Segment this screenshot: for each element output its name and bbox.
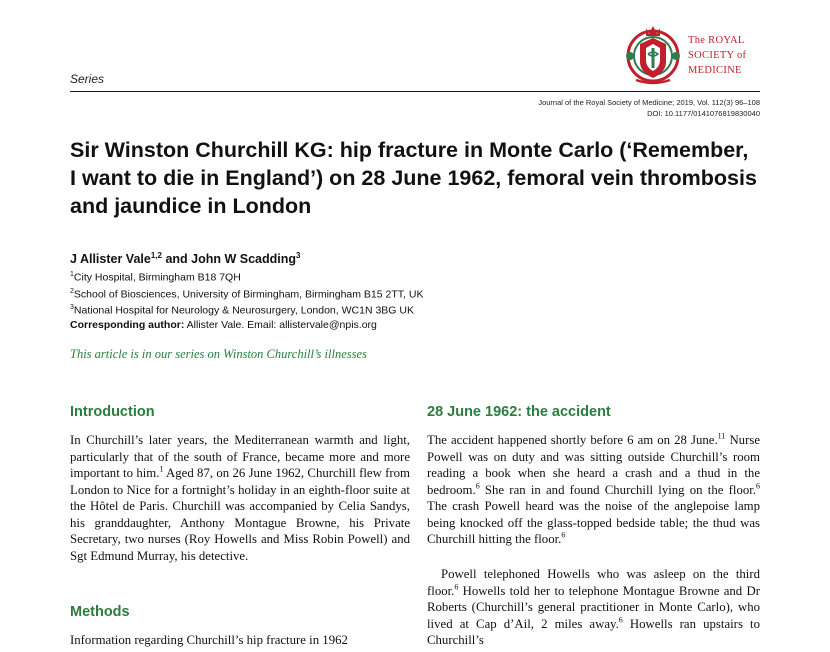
author-affiliation-ref: 3 [296, 251, 301, 260]
body-text: She ran in and found Churchill lying on the floor. [479, 482, 756, 497]
section-heading-methods: Methods [70, 604, 130, 620]
body-text: Aged 87, on 26 June 1962, Churchill flew from London to Nice for a fortnight’s holiday in an eighth-floor suite at the Hôtel de Paris. Churchill was accompanied by Celia Sandys, his granddaughter, Anthony Montague Browne, his Private Secretary, two nurses (Roy Howells and Miss Robin Powell) and Sgt Edmund Murray, his detective. [70, 466, 410, 563]
affiliation-number: 3 [70, 304, 74, 311]
corresponding-label: Corresponding author: [70, 319, 185, 331]
body-text: Nurse Powell was on duty and was sitting outside Churchill’s room reading a book when she heard a crash and a thud in the bedroom. [427, 433, 761, 497]
doi: DOI: 10.1177/0141076819830040 [647, 109, 760, 118]
society-name [688, 33, 746, 78]
section-heading-accident: 28 June 1962: the accident [427, 404, 611, 420]
accident-paragraph [427, 566, 760, 649]
author-name: John W Scadding [191, 252, 296, 267]
journal-info [538, 97, 760, 119]
citation-ref: 6 [561, 530, 566, 540]
author-affiliation-ref: 1,2 [150, 251, 162, 260]
author-list [70, 251, 300, 266]
affiliation-number: 1 [70, 271, 74, 278]
accident-paragraph [427, 432, 760, 548]
body-text: Howells told her to telephone Montague Browne and Dr Roberts (Churchill’s general practitioner in Monte Carlo), who lived at Cap d’Ail, 2 miles away. [427, 583, 760, 631]
body-text: The crash Powell heard was the noise of the anglepoise lamp being knocked off the glass-topped bedside table; the thud was Churchill hitting the floor. [427, 499, 760, 546]
body-text: In Churchill’s later years, the Mediterranean warmth and light, particularly that of the south of France, became more and more important to him. [70, 433, 410, 480]
affiliation-text: City Hospital, Birmingham B18 7QH [73, 271, 241, 284]
affiliation [70, 304, 414, 317]
body-text: Powell telephoned Howells who was asleep on the third floor. [427, 567, 760, 598]
author-name: J Allister Vale [70, 252, 151, 267]
introduction-paragraph [70, 432, 410, 564]
society-line-3: MEDICINE [688, 65, 742, 76]
body-text: The accident happened shortly before 6 am on 28 June. [427, 433, 718, 447]
citation-ref: 6 [454, 582, 459, 592]
section-heading-introduction: Introduction [70, 404, 155, 420]
body-text: Information regarding Churchill’s hip fracture in 1962 [70, 633, 348, 647]
society-line-1: The ROYAL [688, 35, 745, 46]
royal-society-of-medicine-crest-icon [622, 22, 684, 86]
header-rule [70, 91, 760, 92]
affiliation-text: School of Biosciences, University of Birmingham, Birmingham B15 2TT, UK [73, 288, 424, 301]
affiliation [70, 288, 423, 301]
society-line-2: SOCIETY of [688, 50, 747, 61]
section-label: Series [70, 72, 105, 86]
series-note: This article is in our series on Winston Churchill’s illnesses [70, 347, 367, 361]
corresponding-text: Allister Vale. Email: allistervale@npis.org [184, 319, 377, 331]
affiliation-text: National Hospital for Neurology & Neurosurgery, London, WC1N 3BG UK [73, 304, 414, 317]
article-title: Sir Winston Churchill KG: hip fracture in Monte Carlo (‘Remember, I want to die in England’) on 28 June 1962, femoral vein thrombosis and jaundice in London [70, 138, 757, 218]
author-separator: and [161, 252, 192, 267]
journal-citation: Journal of the Royal Society of Medicine; 2019, Vol. 112(3) 96–108 [538, 98, 760, 107]
affiliation [70, 271, 241, 284]
affiliation-number: 2 [70, 288, 74, 295]
citation-ref: 6 [618, 615, 623, 625]
corresponding-author [70, 319, 377, 331]
body-text: Howells ran upstairs to Churchill’s [427, 616, 760, 647]
citation-ref: 6 [756, 481, 760, 491]
citation-ref: 1 [159, 464, 164, 474]
methods-paragraph [70, 632, 410, 649]
citation-ref: 11 [717, 431, 726, 441]
citation-ref: 6 [475, 481, 480, 491]
